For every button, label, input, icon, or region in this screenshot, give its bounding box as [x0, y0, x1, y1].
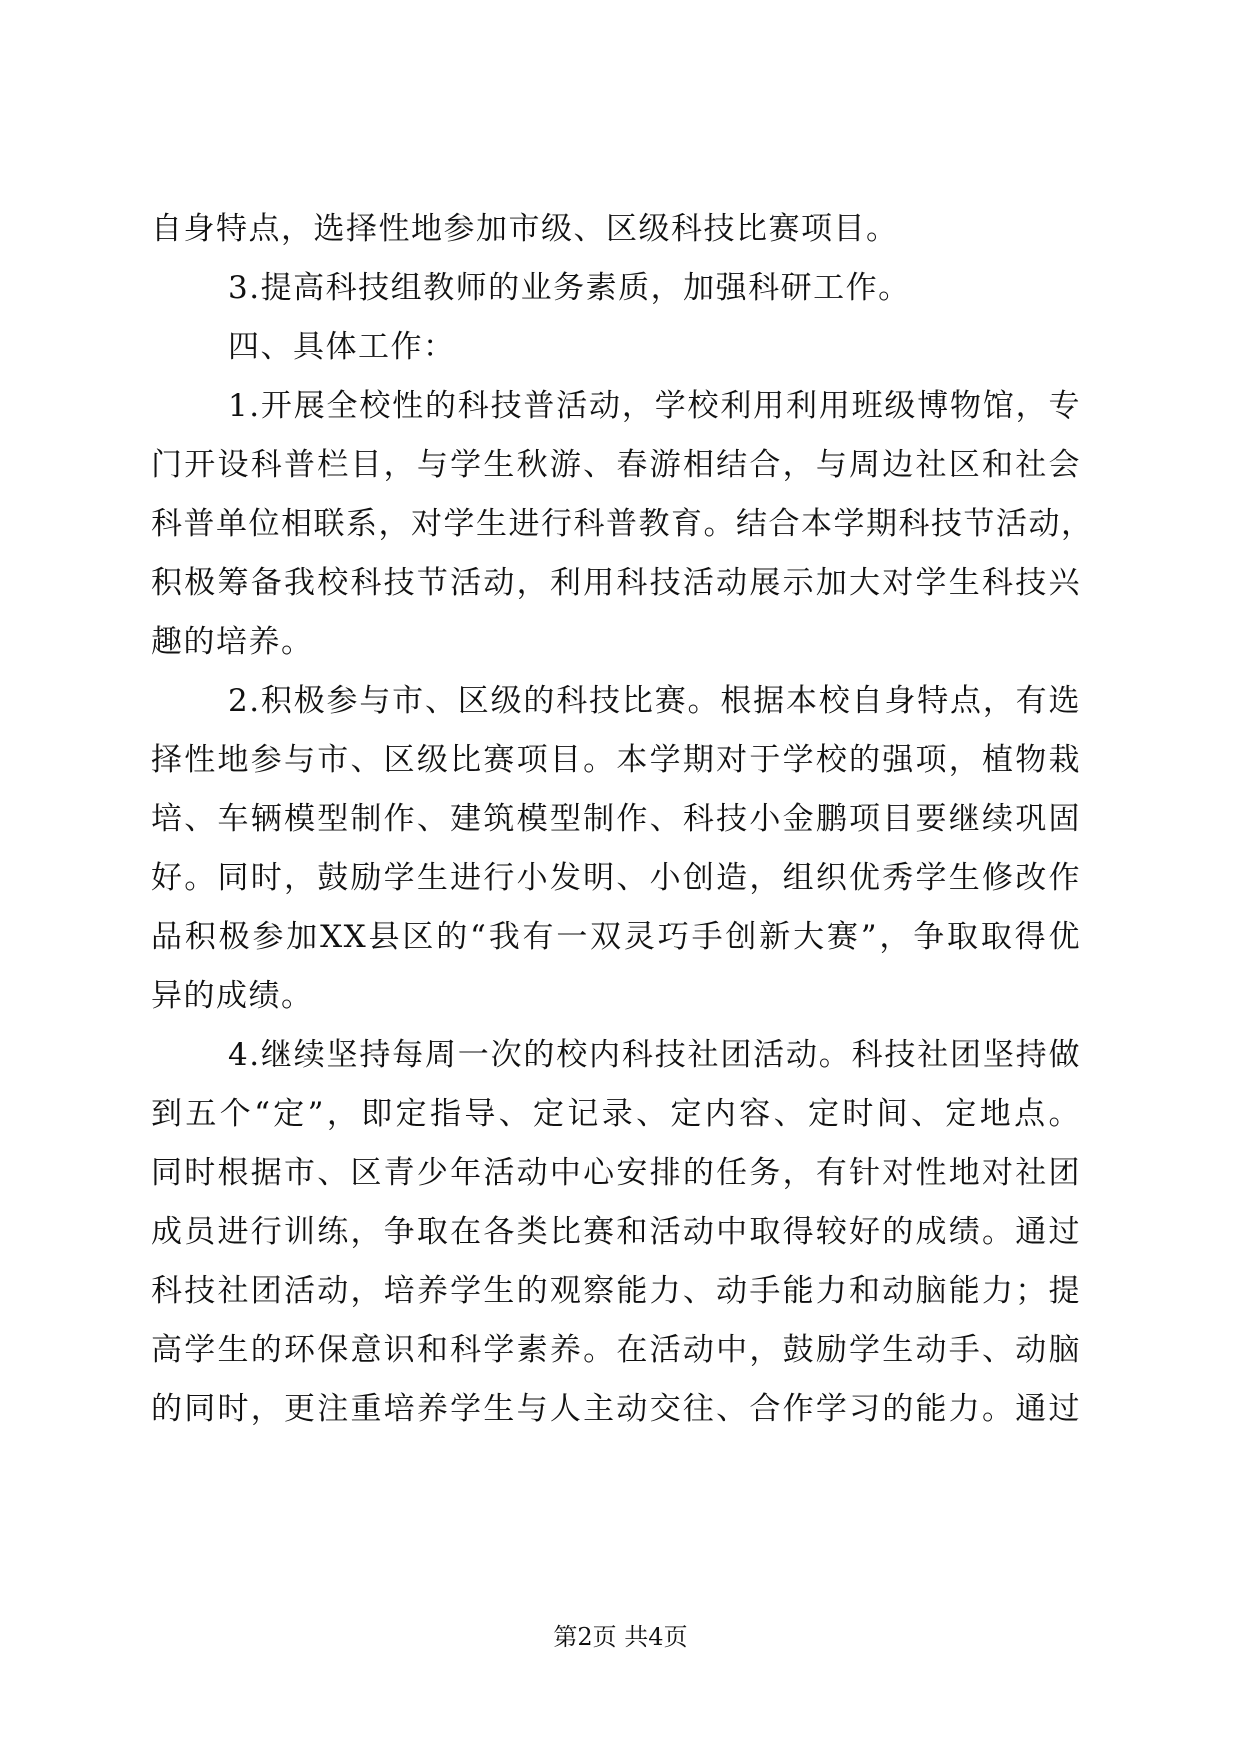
body-text [151, 200, 1094, 1439]
text-line: 4.继续坚持每周一次的校内科技社团活动。科技社团坚持做 [228, 1037, 1081, 1073]
page-number-footer: 第2页 共4页 [553, 1623, 688, 1651]
text-line: 1.开展全校性的科技普活动，学校利用利用班级博物馆，专 [228, 388, 1081, 424]
text-line: 科普单位相联系，对学生进行科普教育。结合本学期科技节活动， [151, 506, 1094, 542]
text-line: 成员进行训练，争取在各类比赛和活动中取得较好的成绩。通过 [151, 1214, 1081, 1250]
text-line: 高学生的环保意识和科学素养。在活动中，鼓励学生动手、动脑 [151, 1332, 1081, 1368]
text-line: 择性地参与市、区级比赛项目。本学期对于学校的强项，植物栽 [151, 742, 1081, 778]
text-line: 科技社团活动，培养学生的观察能力、动手能力和动脑能力；提 [151, 1273, 1081, 1309]
text-line: 2.积极参与市、区级的科技比赛。根据本校自身特点，有选 [228, 683, 1081, 719]
text-line: 培、车辆模型制作、建筑模型制作、科技小金鹏项目要继续巩固 [151, 801, 1081, 837]
section-heading: 四、具体工作： [228, 329, 456, 365]
text-line: 异的成绩。 [151, 978, 314, 1014]
text-line: 品积极参加XX县区的“我有一双灵巧手创新大赛”，争取取得优 [151, 919, 1081, 955]
text-line: 到五个“定”，即定指导、定记录、定内容、定时间、定地点。 [151, 1096, 1081, 1132]
text-line: 趣的培养。 [151, 624, 314, 660]
text-line: 同时根据市、区青少年活动中心安排的任务，有针对性地对社团 [151, 1155, 1081, 1191]
text-line: 好。同时，鼓励学生进行小发明、小创造，组织优秀学生修改作 [151, 860, 1081, 896]
text-line: 积极筹备我校科技节活动，利用科技活动展示加大对学生科技兴 [151, 565, 1081, 601]
text-line: 3.提高科技组教师的业务素质，加强科研工作。 [228, 270, 911, 306]
text-line: 自身特点，选择性地参加市级、区级科技比赛项目。 [151, 211, 899, 247]
text-line: 门开设科普栏目，与学生秋游、春游相结合，与周边社区和社会 [151, 447, 1081, 483]
text-line: 的同时，更注重培养学生与人主动交往、合作学习的能力。通过 [151, 1391, 1081, 1427]
